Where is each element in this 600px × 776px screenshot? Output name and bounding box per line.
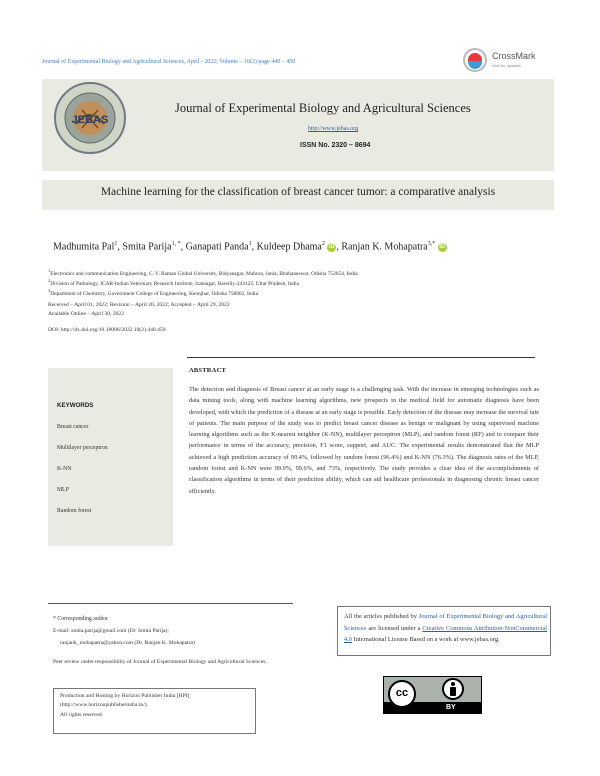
cc-by-badge[interactable] [383,676,482,714]
attribution-icon [442,678,464,700]
author-name: Ranjan K. Mohapatra [341,241,428,253]
keyword-item: MLP [57,487,69,493]
peer-review-note: Peer review under responsibility of Journal of Experimental Biology and Agricultural Sciences. [53,659,267,665]
received-dates: Received – April 01, 2022; Revision – April 20, 2022; Accepted – April 29, 2022 [48,302,230,308]
author-name: Kuldeep Dhama [256,241,322,253]
keyword-item: K-NN [57,466,72,472]
author-sup: 2 [321,241,325,247]
crossmark-icon [463,48,487,72]
corresponding-email-1: E-mail: smita.parija@gmail.com (Dr. Smita Parija); [53,628,169,634]
paper-title: Machine learning for the classification of breast cancer tumor: a comparative analysis [100,186,496,198]
author-sup: 1, * [171,241,181,247]
author-list: Madhumita Pal$^1$, Smita Parija$^{1, *}$, Ganapati Panda$^1$, Kuldeep Dhama$^2$ iD , Ranjan K. Mohapatra$^{3,*}$ iD [53,241,446,253]
keyword-item: Multilayer perceptron [57,445,108,451]
author-name: Smita Parija [122,241,172,253]
corresponding-email-2: ranjank_mohapatra@yahoo.com (Dr. Ranjan K. Mohapatra) [60,640,195,646]
orcid-icon[interactable]: iD [439,243,446,250]
cc-license-link[interactable]: Creative Commons Attribution-NonCommercial 4.0 [344,624,547,643]
abstract-rule [187,357,535,358]
footnote-rule [48,603,293,604]
abstract-heading: ABSTRACT [189,367,226,374]
doi[interactable]: DOI: http://dx.doi.org/10.18006/2022.10(2).440.450 [48,327,166,333]
crossmark-label: CrossMark [492,51,536,61]
journal-title: Journal of Experimental Biology and Agricultural Sciences [175,101,471,115]
author-sup: 3,* [427,241,436,247]
orcid-icon[interactable]: iD [328,243,335,250]
affiliation-2: $^2$Division of Pathology, ICAR-Indian Veterinary Research Institute, Izatnagar, Bareilly-243122, Uttar Pradesh, India [48,278,299,287]
affiliation-3: $^3$Department of Chemistry, Government College of Engineering, Keonjhar, Odisha 758002, India [48,288,259,297]
author-sup: 1 [114,241,118,247]
journal-logo [46,80,134,156]
journal-link[interactable]: Journal of Experimental Biology and Agricultural Sciences [344,613,547,632]
keyword-item: Random forest [57,508,92,514]
author-name: Madhumita Pal [53,241,115,253]
license-text: All the articles published by Journal of Experimental Biology and Agricultural Sciences are licensed under a Creative Commons Attribution-NonCommercial 4.0 International License Based on a work at www.jebas.org. [344,613,547,643]
abstract-text: The detection and diagnosis of Breast cancer at an early stage is a challenging task. With the increase in emerging technologies such as data mining tools, along with machine learning algorithms, new prospects in the medical field for automatic diagnosis have been developed, with which the prediction of a disease at an early stage is possible. Early detection of the disease may increase the survival rate of patients. The main purpose of the study was to predict breast cancer disease as benign or malignant by using supervised machine learning algorithms such as the K-nearest neighbor (K-NN), multilayer perceptron (MLP), and random forest (RF) and to compare their performance in terms of the accuracy, precision, F1 score, support, and AUC. The experimental results demonstrated that the MLP achieved a high prediction accuracy of 99.4%, followed by random forest (96.4%) and K-NN (76.3%). The diagnosis rates of the MLP, random forest and K-NN were 99.9%, 99.6%, and 73%, respectively. The study provides a clear idea of the accomplishments of classification algorithms in terms of their prediction ability, which can aid healthcare professionals in diagnosing chronic breast cancer efficiently. [189,386,539,495]
author-name: Ganapati Panda [185,241,249,253]
journal-logo-text: JEBAS [71,114,109,126]
corresponding-author-label: * Corresponding author [53,616,109,622]
affiliation-1: $^1$Electronics and communication Engineering, C. V. Raman Global University, Bidyanagar, Mahura, Janla, Bhubaneswar, Odisha 752054, India [48,268,358,277]
production-text: Production and Hosting by Horizon Publisher India [HPI] (http://www.horizonpublisherindia.in/). All rights reserved. [60,693,190,718]
issn: ISSN No. 2320 – 8694 [300,142,371,149]
crossmark-sub: click for updates [492,63,521,68]
author-sup: 1 [248,241,252,247]
keywords-box [48,368,173,546]
available-online: Available Online – April 30, 2022 [48,311,125,317]
crossmark-badge[interactable] [463,46,563,76]
journal-url-link[interactable]: http://www.jebas.org [308,126,359,132]
keywords-heading: KEYWORDS [57,402,94,409]
keyword-item: Breast cancer [57,424,89,430]
running-head: Journal of Experimental Biology and Agricultural Sciences, April - 2022; Volume – 10(2) page 440 – 450 [42,59,296,65]
cc-icon: cc [388,680,416,708]
by-label: BY [446,704,456,711]
